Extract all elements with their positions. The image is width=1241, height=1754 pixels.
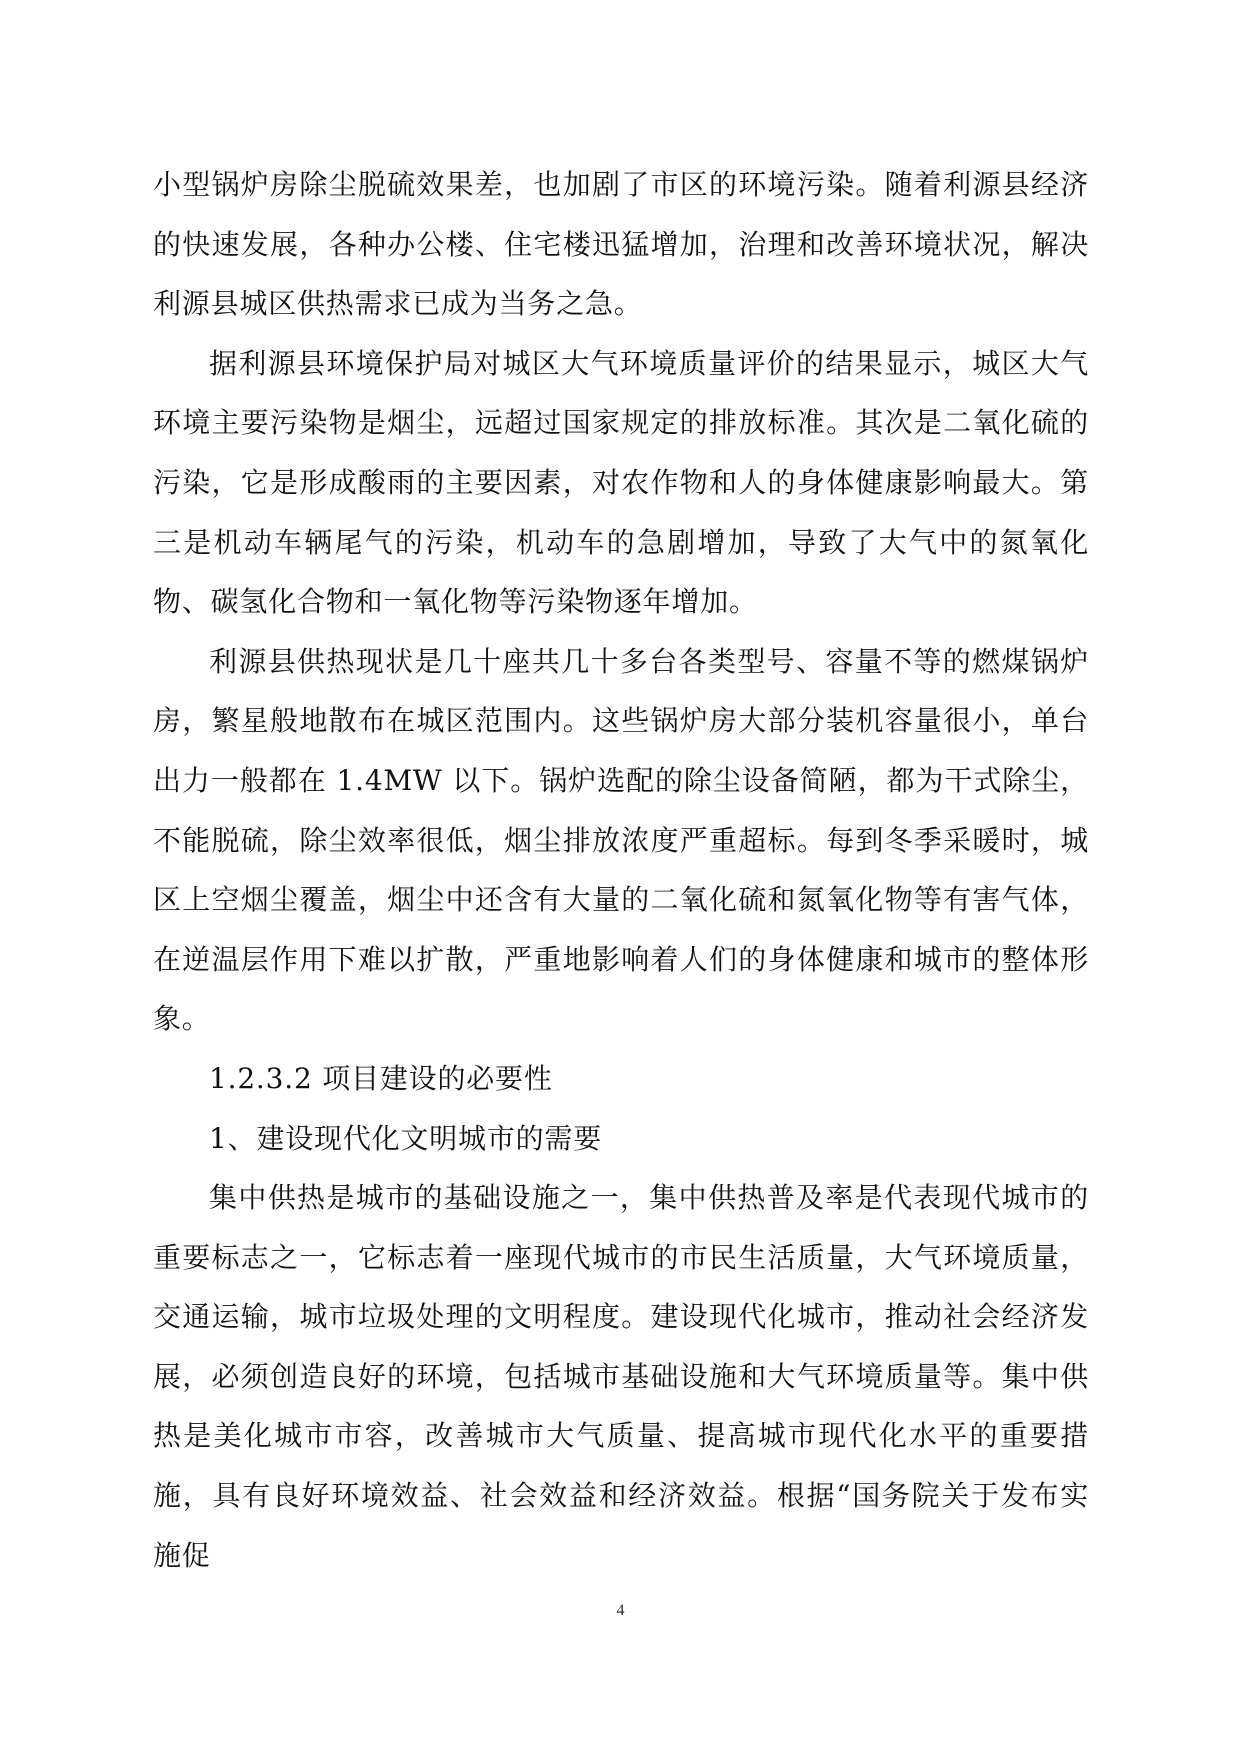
paragraph-air-quality: 据利源县环境保护局对城区大气环境质量评价的结果显示，城区大气环境主要污染物是烟尘，远超过国家规定的排放标准。其次是二氧化硫的污染，它是形成酸雨的主要因素，对农作物和人的身体健康影响最大。第三是机动车辆尾气的污染，机动车的急剧增加，导致了大气中的氮氧化物、碳氢化合物和一氧化物等污染物逐年增加。 (153, 346, 1089, 619)
paragraph-heating-status: 利源县供热现状是几十座共几十多台各类型号、容量不等的燃煤锅炉房，繁星般地散布在城区范围内。这些锅炉房大部分装机容量很小，单台出力一般都在 1.4MW 以下。锅炉选配的除尘设备简陋，都为干式除尘，不能脱硫，除尘效率很低，烟尘排放浓度严重超标。每到冬季采暖时，城区上空烟尘覆盖，烟尘中还含有大量的二氧化硫和氮氧化物等有害气体，在逆温层作用下难以扩散，严重地影响着人们的身体健康和城市的整体形象。 (153, 644, 1089, 1036)
section-heading: 1.2.3.2 项目建设的必要性 (209, 1061, 553, 1095)
paragraph-central-heating: 集中供热是城市的基础设施之一，集中供热普及率是代表现代城市的重要标志之一，它标志着一座现代城市的市民生活质量，大气环境质量，交通运输，城市垃圾处理的文明程度。建设现代化城市，推动社会经济发展，必须创造良好的环境，包括城市基础设施和大气环境质量等。集中供热是美化城市市容，改善城市大气质量、提高城市现代化水平的重要措施，具有良好环境效益、社会效益和经济效益。根据“国务院关于发布实施促 (153, 1181, 1089, 1572)
body-text (153, 155, 1089, 1585)
paragraph-boiler-pollution: 小型锅炉房除尘脱硫效果差，也加剧了市区的环境污染。随着利源县经济的快速发展，各种办公楼、住宅楼迅猛增加，治理和改善环境状况，解决利源县城区供热需求已成为当务之急。 (153, 168, 1089, 321)
subsection-heading: 1、建设现代化文明城市的需要 (209, 1121, 603, 1155)
page-number: 4 (616, 1602, 625, 1619)
